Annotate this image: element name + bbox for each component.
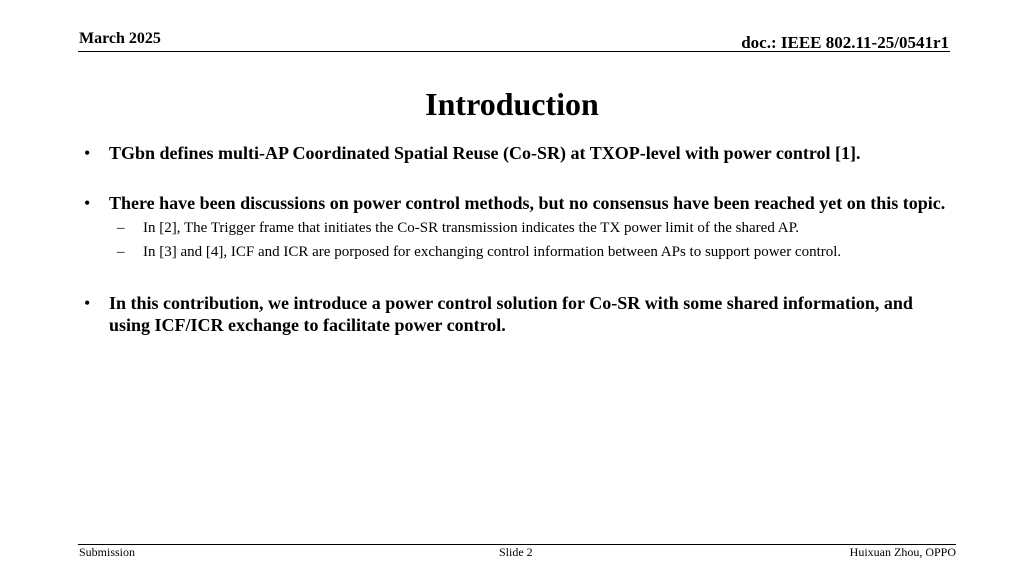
bullet-marker: • <box>84 193 91 213</box>
footer-submission: Submission <box>79 545 136 559</box>
footer-slide-number: Slide 2 <box>499 545 533 559</box>
bullet-2-text: There have been discussions on power control methods, but no consensus have been reached yet on this topic. <box>109 193 946 213</box>
header-doc-id: doc.: IEEE 802.11-25/0541r1 <box>741 33 949 52</box>
bullet-3 <box>82 292 952 336</box>
bullet-marker: • <box>84 293 91 313</box>
sub-bullet-2-2-text: In [3] and [4], ICF and ICR are porposed for exchanging control information between APs to support power control. <box>143 244 842 260</box>
slide-body <box>82 142 952 336</box>
header-date: March 2025 <box>79 30 161 47</box>
sub-bullet-2-2 <box>82 243 952 261</box>
bullet-2 <box>82 192 952 214</box>
bullet-3-text: In this contribution, we introduce a power control solution for Co-SR with some shared information, and using ICF/ICR exchange to facilitate power control. <box>109 293 913 335</box>
header-divider <box>78 51 950 52</box>
bullet-marker: • <box>84 143 91 163</box>
slide-title: Introduction <box>425 86 599 122</box>
sub-bullet-2-1-text: In [2], The Trigger frame that initiates the Co-SR transmission indicates the TX power limit of the shared AP. <box>143 220 800 236</box>
sub-bullet-marker: – <box>117 220 125 236</box>
sub-bullet-marker: – <box>117 244 125 260</box>
bullet-1-text: TGbn defines multi-AP Coordinated Spatial Reuse (Co-SR) at TXOP-level with power control [1]. <box>109 143 861 163</box>
bullet-1 <box>82 142 952 164</box>
sub-bullet-2-1 <box>82 219 952 237</box>
footer-author: Huixuan Zhou, OPPO <box>849 545 956 559</box>
